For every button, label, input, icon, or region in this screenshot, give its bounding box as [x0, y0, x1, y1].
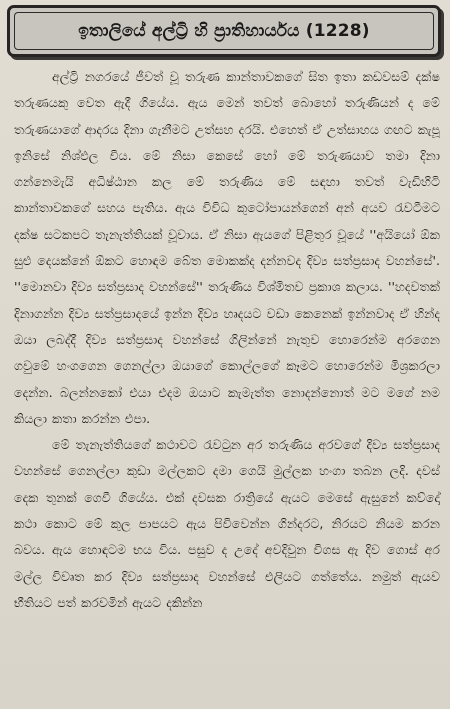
- article-title: ඉතාලියේ අල්ට්‍රි හි ප්‍රාතිහාර්යය (1228): [78, 21, 370, 41]
- article-body: [14, 64, 440, 616]
- paragraph-2: මේ තැනැත්තියගේ කථාවට රැවටුන අර තරුණිය අරවගේ දිව්‍ය සත්ප්‍රසාද වහන්සේ ගෙනල්ලා කුඩා මල්ලකට දමා ගෙයි මුල්ලක හංගා තබන ලදි. දවස් දෙක තුනක් ගෙවී ගියේය. එක් දවසක රාත්‍රියේ ඇයට මෙසේ ඇසුනේ කව්දෝ කථා කොට මේ කුල පාපයට ඇය පිවිවෙන්න ගින්දරට, නිරයට නියම කරන බවය. ඇය හොඳටම භය විය. පසුව ද උදේ අවදිවුන විගස ඇ දිව ගොස් අර මල්ල විවෘත කර දිව්‍ය සත්ප්‍රසාද වහන්සේ එලියට ගත්තේය. නමුත් ඇයව භීතියට පත් කරවමින් ඇයට දකින්න: [14, 437, 440, 610]
- title-banner: [7, 5, 441, 57]
- paragraph-1: අල්ට්‍රි නගරයේ ජීවත් වූ තරුණ කාන්තාවකගේ සිත ඉතා කඩවසම් දක්ෂ තරුණයකු වෙත ඇදී ගියේය. ඇය මෙන් තවත් බොහෝ තරුණියන් ද මේ තරුණයාගේ ආදරය දිනා ගැනීමට උත්සහ දරයි. එහෙත් ඒ උත්සාහය ගඟට කැපූ ඉනිසේ නිශ්ඵල විය. මේ නිසා කෙසේ හෝ මේ තරුණයාව තමා දිනා ගන්නෙමැයි අධිෂ්ඨාන කල මේ තරුණිය මේ සඳහා තවත් වැඩිහිටි කාන්තාවකගේ සහය පැතිය. ඇය විවිධ කුටෝපායන්ගෙන් අන් අයව රැවටීමට දක්ෂ සටකපට තැනැත්තියක් වූවාය. ඒ නිසා ඇයගේ පිළිතුර වූයේ ''අයියෝ ඕක සුළු දෙයක්නේ ඕකට හොඳම බේත මොකක්ද දන්නවද දිව්‍ය සත්ප්‍රසාද වහන්සේ'. ''මොනවා දිව්‍ය සත්ප්‍රසාද වහන්සේ'' තරුණිය විශ්මිතව ප්‍රකාශ කලාය. ''හදවතක් දිනාගන්න දිව්‍ය සත්ප්‍රසාදයේ ඉන්න දිව්‍ය හෘදයට වඩා කෙනෙක් ඉන්නවාද ඒ හින්ද ඔයා ලබද්දී දිව්‍ය සත්ප්‍රසාද වහන්සේ ගිලින්නේ නැතුව හොරෙන්ම අරගෙන ගවුමේ හංගගෙන ගෙනල්ලා ඔයාගේ කොල්ලගේ කෑමට හොරෙන්ම මිශ්‍රකරලා දෙන්න. බලන්නකෝ එයා එදම ඔයාට කැමැත්ත නොදන්නොත් මට මගේ නම කියලා කතා කරන්න එපා.: [14, 69, 440, 426]
